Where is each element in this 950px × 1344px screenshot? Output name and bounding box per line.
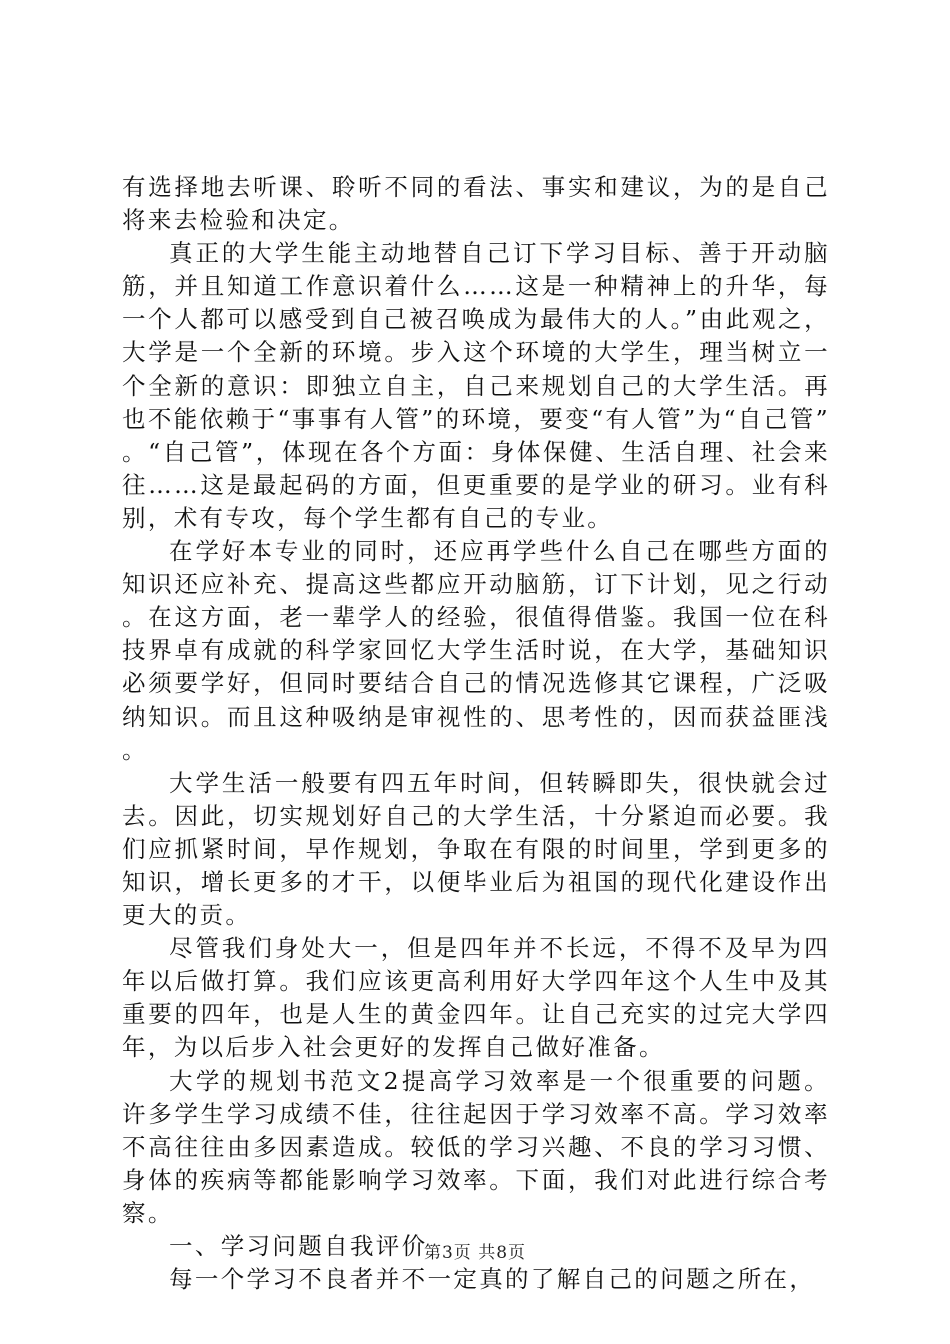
paragraph-6: 大学的规划书范文2提高学习效率是一个很重要的问题。许多学生学习成绩不佳，往往起因于学习效率不高。学习效率不高往往由多因素造成。较低的学习兴趣、不良的学习习惯、身体的疾病等都能影响学习效率。下面，我们对此进行综合考察。 bbox=[122, 1066, 830, 1227]
paragraph-5: 尽管我们身处大一，但是四年并不长远，不得不及早为四年以后做打算。我们应该更高利用好大学四年这个人生中及其重要的四年，也是人生的黄金四年。让自己充实的过完大学四年，为以后步入社会更好的发挥自己做好准备。 bbox=[122, 934, 830, 1062]
paragraph-4: 大学生活一般要有四五年时间，但转瞬即失，很快就会过去。因此，切实规划好自己的大学生活，十分紧迫而必要。我们应抓紧时间，早作规划，争取在有限的时间里，学到更多的知识，增长更多的才干，以便毕业后为祖国的现代化建设作出更大的贡。 bbox=[122, 768, 830, 930]
page-number-footer: 第3页 共8页 bbox=[423, 1243, 527, 1263]
paragraph-1: 有选择地去听课、聆听不同的看法、事实和建议，为的是自己将来去检验和决定。 bbox=[122, 173, 830, 235]
section-heading: 一、学习问题自我评价 bbox=[169, 1232, 428, 1260]
paragraph-3: 在学好本专业的同时，还应再学些什么自己在哪些方面的知识还应补充、提高这些都应开动脑筋，订下计划，见之行动。在这方面，老一辈学人的经验，很值得借鉴。我国一位在科技界卓有成就的科学家回忆大学生活时说，在大学，基础知识必须要学好，但同时要结合自己的情况选修其它课程，广泛吸纳知识。而且这种吸纳是审视性的、思考性的，因而获益匪浅。 bbox=[122, 537, 830, 764]
paragraph-7: 每一个学习不良者并不一定真的了解自己的问题之所在， bbox=[169, 1265, 816, 1294]
document-body bbox=[122, 171, 830, 1296]
paragraph-2: 真正的大学生能主动地替自己订下学习目标、善于开动脑筋，并且知道工作意识着什么……这是一种精神上的升华，每一个人都可以感受到自己被召唤成为最伟大的人。”由此观之，大学是一个全新的环境。步入这个环境的大学生，理当树立一个全新的意识：即独立自主，自己来规划自己的大学生活。再也不能依赖于“事事有人管”的环境，要变“有人管”为“自己管”。“自己管”，体现在各个方面：身体保健、生活自理、社会来往……这是最起码的方面，但更重要的是学业的研习。业有科别，术有专攻，每个学生都有自己的专业。 bbox=[122, 239, 830, 532]
